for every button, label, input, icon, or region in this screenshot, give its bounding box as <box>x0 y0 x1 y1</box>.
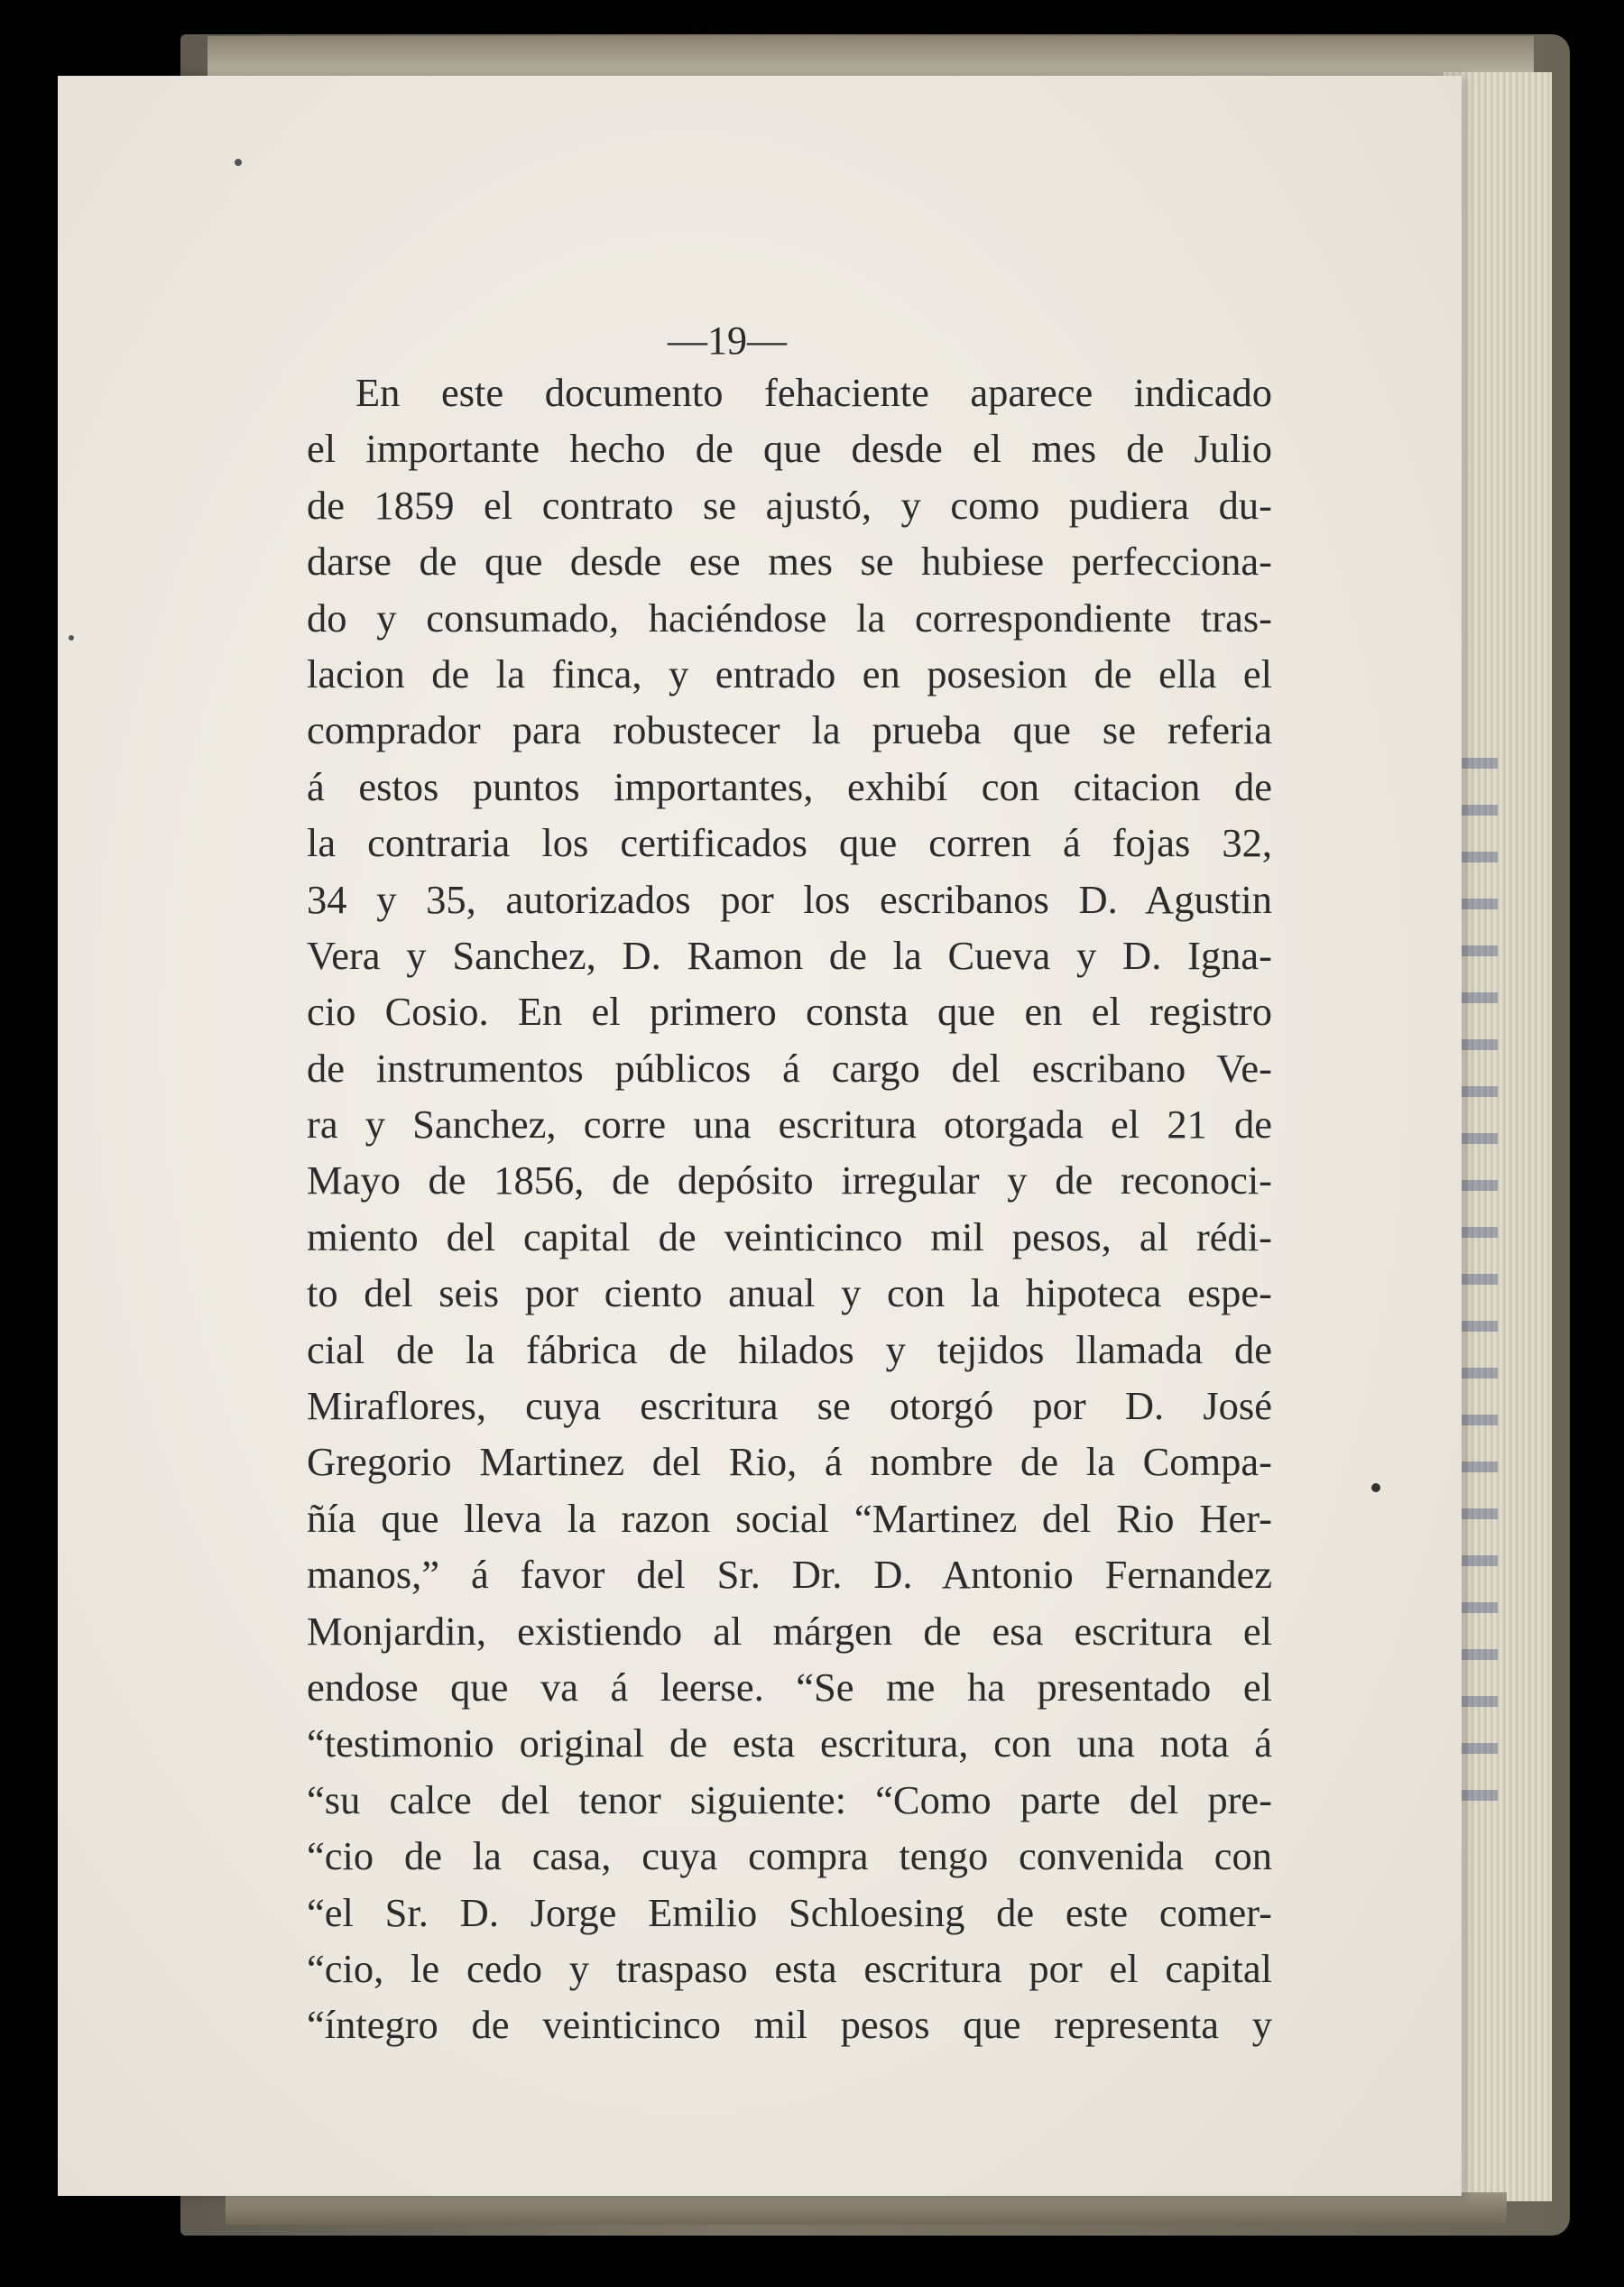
paper-speck <box>235 159 242 166</box>
text-line: cio Cosio. En el primero consta que en el registro <box>307 989 1272 1035</box>
paper-speck <box>69 635 74 641</box>
text-line: de instrumentos públicos á cargo del escribano Ve- <box>307 1045 1272 1091</box>
text-line: “cio, le cedo y traspaso esta escritura por el capital <box>307 1945 1272 1991</box>
text-line: “su calce del tenor siguiente: “Como parte del pre- <box>307 1776 1272 1822</box>
text-line: En este documento fehaciente aparece indicado <box>355 370 1272 415</box>
paper-speck <box>1371 1483 1380 1492</box>
text-line: de 1859 el contrato se ajustó, y como pudiera du- <box>307 482 1272 528</box>
text-line: Gregorio Martinez del Rio, á nombre de la Compa- <box>307 1439 1272 1485</box>
spine-marks <box>1462 722 1498 1804</box>
text-line: cial de la fábrica de hilados y tejidos llamada de <box>307 1326 1272 1372</box>
text-line: do y consumado, haciéndose la correspondiente tras- <box>307 595 1272 641</box>
text-line: Monjardin, existiendo al márgen de esa escritura el <box>307 1608 1272 1654</box>
book-page <box>58 76 1462 2196</box>
text-line: Vera y Sanchez, D. Ramon de la Cueva y D. Igna- <box>307 932 1272 978</box>
page-number: —19— <box>668 318 787 363</box>
text-line: Mayo de 1856, de depósito irregular y de reconoci- <box>307 1157 1272 1203</box>
text-line: endose que va á leerse. “Se me ha presentado el <box>307 1664 1272 1710</box>
text-line: manos,” á favor del Sr. Dr. D. Antonio Fernandez <box>307 1552 1272 1598</box>
page-text <box>307 364 1272 2053</box>
text-line: Miraflores, cuya escritura se otorgó por D. José <box>307 1383 1272 1429</box>
text-line: ra y Sanchez, corre una escritura otorgada el 21 de <box>307 1102 1272 1148</box>
text-line: to del seis por ciento anual y con la hipoteca espe- <box>307 1270 1272 1316</box>
text-line: la contraria los certificados que corren á fojas 32, <box>307 820 1272 866</box>
text-line: darse de que desde ese mes se hubiese perfecciona- <box>307 539 1272 585</box>
text-line: “íntegro de veinticinco mil pesos que representa y <box>307 2002 1272 2048</box>
text-line: “cio de la casa, cuya compra tengo convenida con <box>307 1833 1272 1879</box>
text-line: lacion de la finca, y entrado en posesion de ella el <box>307 650 1272 696</box>
book-bottom-edge <box>226 2192 1507 2225</box>
text-line: 34 y 35, autorizados por los escribanos D. Agustin <box>307 876 1272 922</box>
text-line: comprador para robustecer la prueba que se referia <box>307 707 1272 753</box>
text-line: miento del capital de veinticinco mil pesos, al rédi- <box>307 1213 1272 1259</box>
book-top-edge <box>208 36 1534 76</box>
text-line: á estos puntos importantes, exhibí con citacion de <box>307 763 1272 809</box>
text-line: el importante hecho de que desde el mes de Julio <box>307 426 1272 472</box>
text-line: “testimonio original de esta escritura, con una nota á <box>307 1720 1272 1766</box>
text-line: “el Sr. D. Jorge Emilio Schloesing de este comer- <box>307 1889 1272 1935</box>
text-line: ñía que lleva la razon social “Martinez del Rio Her- <box>307 1495 1272 1541</box>
